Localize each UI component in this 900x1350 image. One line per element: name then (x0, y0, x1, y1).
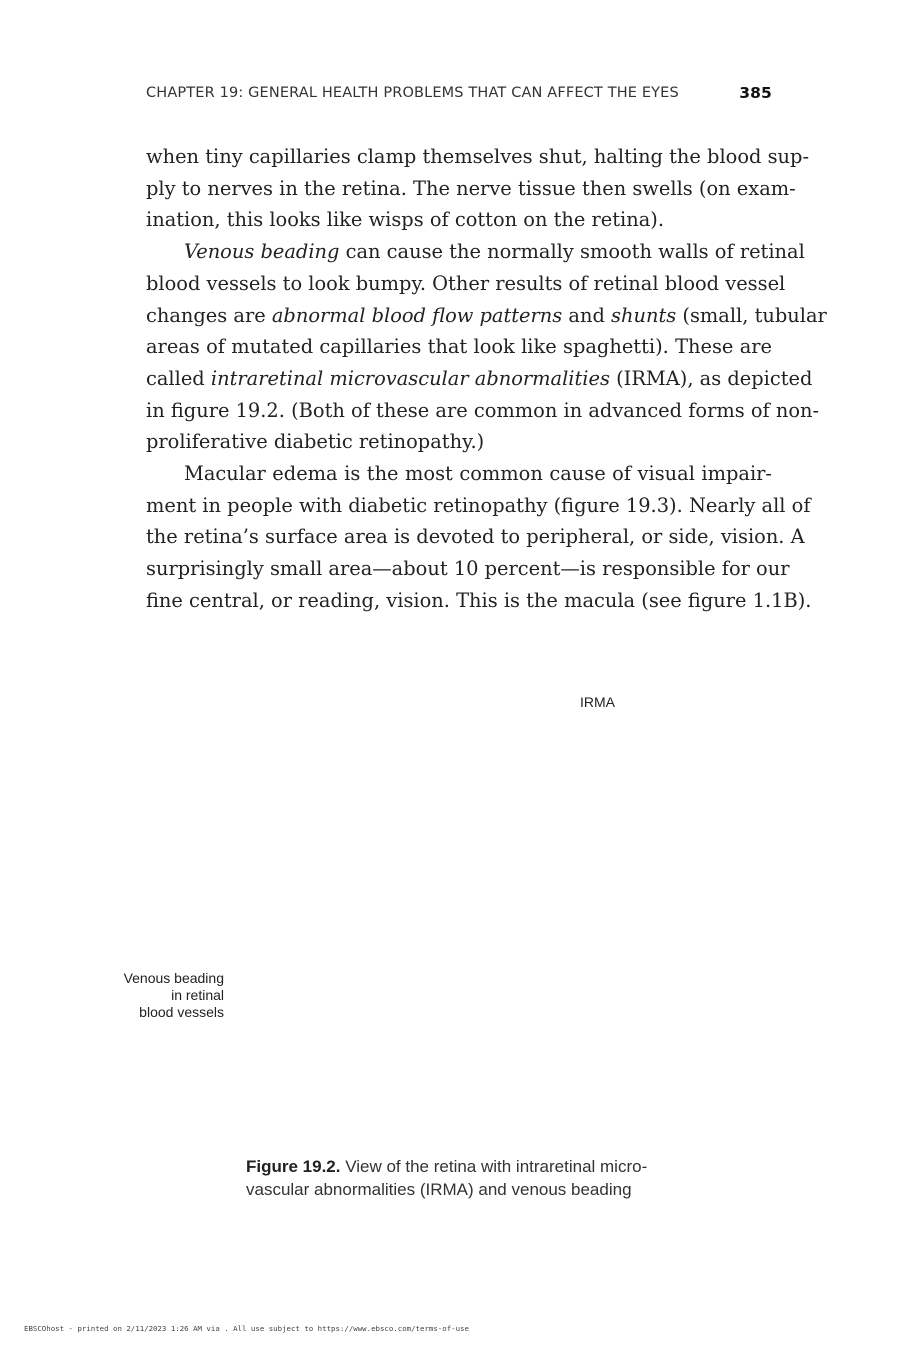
term-irma: intraretinal microvascular abnormalities (210, 366, 610, 390)
venous-label-line-1: Venous beading (123, 970, 224, 986)
term-venous-beading: Venous beading (184, 240, 340, 264)
paragraph-2-line-4: areas of mutated capillaries that look like spaghetti). These are (146, 335, 772, 359)
paragraph-1-line-3: ination, this looks like wisps of cotton on the retina). (146, 208, 665, 232)
paragraph-2-line-5-a: called (146, 366, 211, 390)
paragraph-1-line-1: when tiny capillaries clamp themselves shut, halting the blood sup- (146, 145, 809, 168)
paragraph-3-line-2: ment in people with diabetic retinopathy (figure 19.3). Nearly all of (146, 493, 811, 517)
paragraph-2-line-3-b: and (562, 303, 612, 327)
running-head (146, 85, 772, 101)
paragraph-2-line-2: blood vessels to look bumpy. Other results of retinal blood vessel (146, 271, 786, 295)
term-abnormal-blood-flow: abnormal blood flow patterns (271, 303, 563, 327)
caption-line-2: vascular abnormalities (IRMA) and venous beading (246, 1180, 632, 1199)
figure-19-2 (0, 660, 900, 1140)
paragraph-3-line-5: fine central, or reading, vision. This is the macula (see figure 1.1B). (146, 588, 812, 612)
figure-caption (246, 1155, 706, 1201)
paragraph-2-line-1-rest: can cause the normally smooth walls of retinal (339, 240, 805, 264)
paragraph-2-line-7: proliferative diabetic retinopathy.) (146, 430, 485, 454)
paragraph-3-line-4: surprisingly small area—about 10 percent—is responsible for our (146, 557, 790, 581)
paragraph-2-line-3 (146, 300, 827, 332)
paragraph-2-line-6: in figure 19.2. (Both of these are common in advanced forms of non- (146, 398, 820, 422)
paragraph-2-line-5-b: (IRMA), as depicted (609, 366, 813, 390)
paragraph-3-line-1: Macular edema is the most common cause of visual impair- (184, 462, 772, 486)
figure-number: Figure 19.2. (246, 1157, 341, 1176)
term-shunts: shunts (611, 303, 677, 327)
footer-notice: EBSCOhost - printed on 2/11/2023 1:26 AM via . All use subject to https://www.ebsco.com/terms-of-use (24, 1324, 469, 1333)
figure-label-irma: IRMA (580, 694, 615, 710)
paragraph-2-line-1 (146, 236, 805, 268)
paragraph-3-line-3: the retina’s surface area is devoted to peripheral, or side, vision. A (146, 525, 805, 549)
figure-label-venous-beading (124, 970, 224, 1021)
page-number: 385 (739, 84, 772, 102)
paragraph-2-line-3-c: (small, tubular (676, 303, 827, 327)
caption-line-1 (246, 1155, 706, 1178)
paragraph-1-line-2: ply to nerves in the retina. The nerve tissue then swells (on exam- (146, 176, 796, 200)
body-text (146, 141, 827, 617)
paragraph-2-line-5 (146, 363, 813, 395)
caption-text-1: View of the retina with intraretinal micro- (340, 1157, 648, 1176)
paragraph-2-line-3-a: changes are (146, 303, 272, 327)
chapter-title: CHAPTER 19: GENERAL HEALTH PROBLEMS THAT CAN AFFECT THE EYES (146, 85, 679, 101)
venous-label-line-3: blood vessels (139, 1004, 224, 1020)
venous-label-line-2: in retinal (171, 987, 224, 1003)
